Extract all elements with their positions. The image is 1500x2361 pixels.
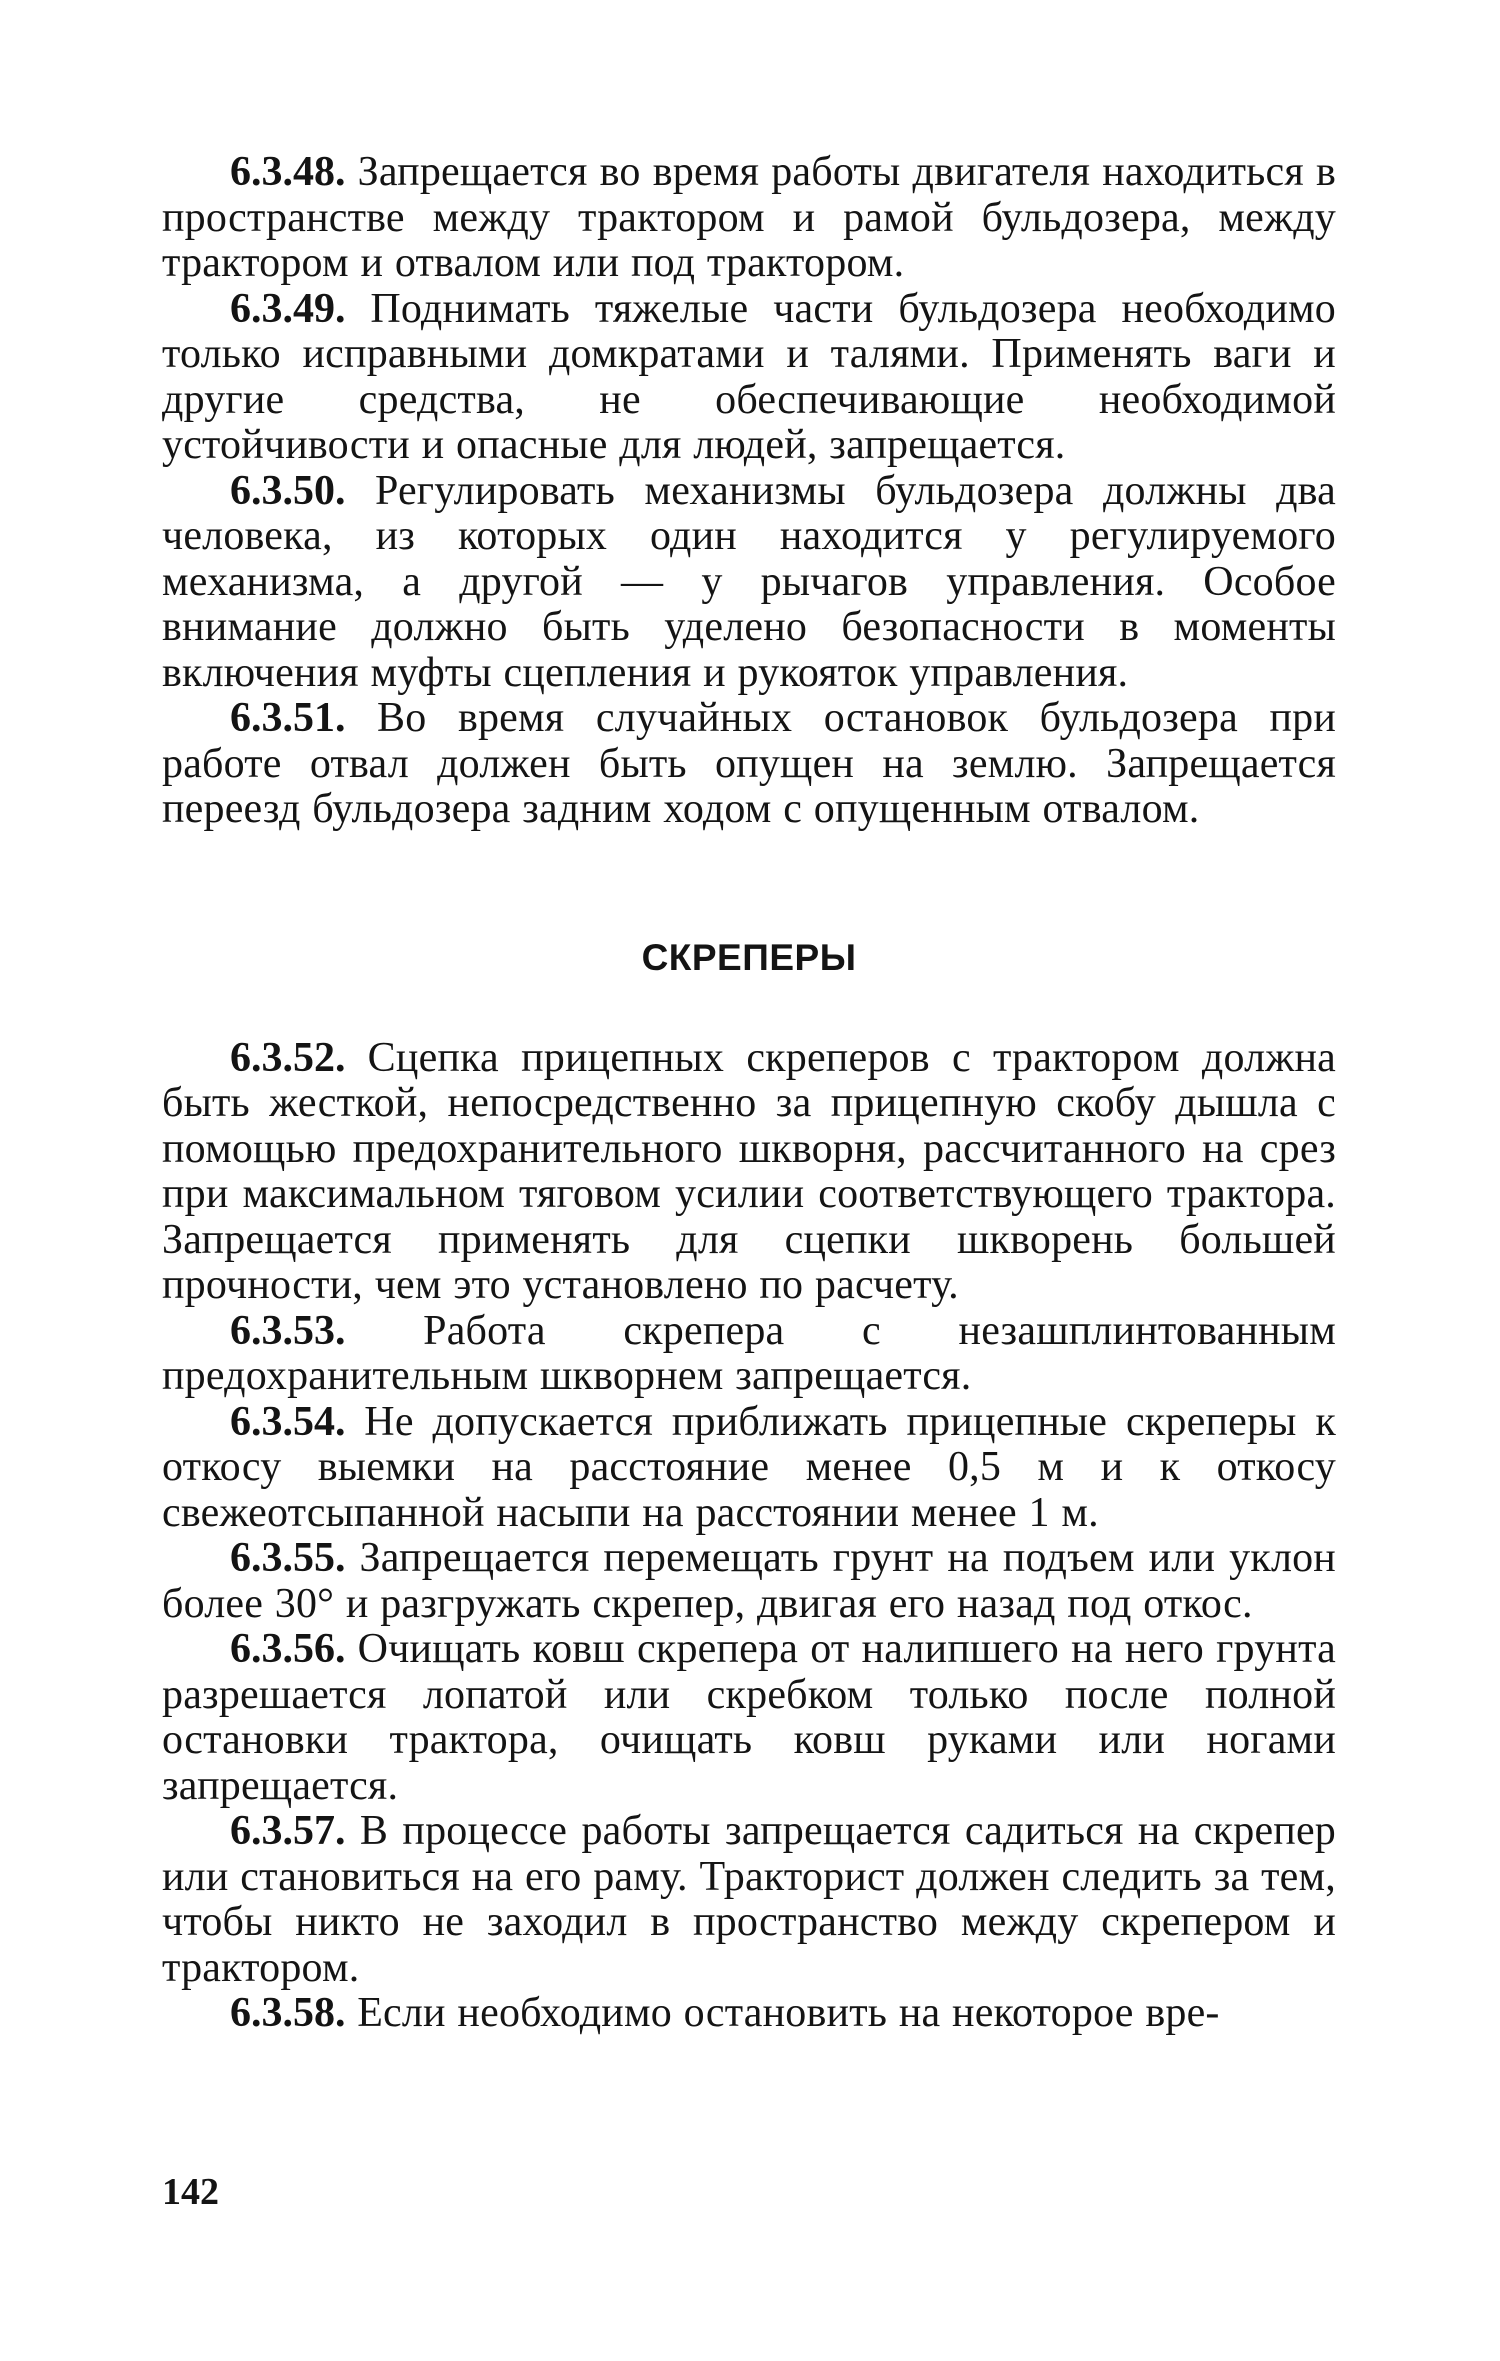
paragraph-6-3-48 xyxy=(162,150,1336,287)
paragraph-6-3-54 xyxy=(162,1400,1336,1537)
paragraph-number: 6.3.52. xyxy=(230,1034,346,1081)
paragraph-text: В процессе работы запрещается садиться на скрепер или становиться на его раму. Тракторист должен следить за тем, чтобы никто не заходил в пространство между скрепером и трактором. xyxy=(162,1808,1336,1991)
paragraph-number: 6.3.57. xyxy=(230,1808,346,1854)
section-heading: СКРЕПЕРЫ xyxy=(641,936,857,978)
paragraph-6-3-51 xyxy=(162,696,1336,833)
paragraph-text: Запрещается перемещать грунт на подъем или уклон более 30° и разгружать скрепер, двигая его назад под откос. xyxy=(162,1535,1336,1627)
paragraph-text: Регулировать механизмы бульдозера должны два человека, из которых один находится у регулируемого механизма, а другой — у рычагов управления. Особое внимание должно быть уделено безопасности в моменты включения муфты сцепления и рукояток управления. xyxy=(162,467,1336,696)
paragraph-number: 6.3.51. xyxy=(230,695,346,741)
paragraph-text: Очищать ковш скрепера от налипшего на него грунта разрешается лопатой или скребком только после полной остановки трактора, очищать ковш руками или ногами запрещается. xyxy=(162,1626,1336,1809)
page-number: 142 xyxy=(162,2171,219,2213)
paragraph-number: 6.3.54. xyxy=(230,1398,346,1445)
paragraph-text: Поднимать тяжелые части бульдозера необходимо только исправными домкратами и талями. Применять ваги и другие средства, не обеспечивающие необходимой устойчивости и опасные для людей, запрещается. xyxy=(162,285,1336,468)
paragraph-number: 6.3.56. xyxy=(230,1626,346,1672)
paragraph-number: 6.3.49. xyxy=(230,285,346,332)
paragraph-6-3-56 xyxy=(162,1627,1336,1809)
section-spacer xyxy=(162,833,1336,935)
paragraph-number: 6.3.58. xyxy=(230,1990,346,2036)
paragraph-text: Не допускается приближать прицепные скреперы к откосу выемки на расстояние менее 0,5 м и к откосу свежеотсыпанной насыпи на расстоянии менее 1 м. xyxy=(162,1398,1336,1536)
paragraph-number: 6.3.50. xyxy=(230,467,346,514)
paragraph-number: 6.3.48. xyxy=(230,149,346,195)
paragraph-text: Во время случайных остановок бульдозера при работе отвал должен быть опущен на землю. Запрещается переезд бульдозера задним ходом с опущенным отвалом. xyxy=(162,695,1336,832)
section-spacer xyxy=(162,981,1336,1036)
paragraph-number: 6.3.53. xyxy=(230,1307,346,1354)
paragraph-text: Сцепка прицепных скреперов с трактором должна быть жесткой, непосредственно за прицепную скобу дышла с помощью предохранительного шкворня, рассчитанного на срез при максимальном тяговом усилии соответствующего трактора. Запрещается применять для сцепки шкворень большей прочности, чем это установлено по расчету. xyxy=(162,1034,1336,1308)
paragraph-6-3-55 xyxy=(162,1536,1336,1627)
paragraph-6-3-57 xyxy=(162,1809,1336,1991)
paragraph-6-3-53 xyxy=(162,1309,1336,1400)
paragraph-6-3-58 xyxy=(162,1991,1336,2037)
paragraph-6-3-52 xyxy=(162,1036,1336,1309)
paragraph-text: Запрещается во время работы двигателя находиться в пространстве между трактором и рамой бульдозера, между трактором и отвалом или под трактором. xyxy=(162,149,1336,286)
paragraph-6-3-50 xyxy=(162,469,1336,697)
page-body xyxy=(162,150,1336,2037)
paragraph-text: Работа скрепера с незашплинтованным предохранительным шкворнем запрещается. xyxy=(162,1307,1336,1399)
paragraph-number: 6.3.55. xyxy=(230,1535,346,1581)
paragraph-6-3-49 xyxy=(162,287,1336,469)
paragraph-text: Если необходимо остановить на некоторое вре- xyxy=(345,1990,1220,2036)
